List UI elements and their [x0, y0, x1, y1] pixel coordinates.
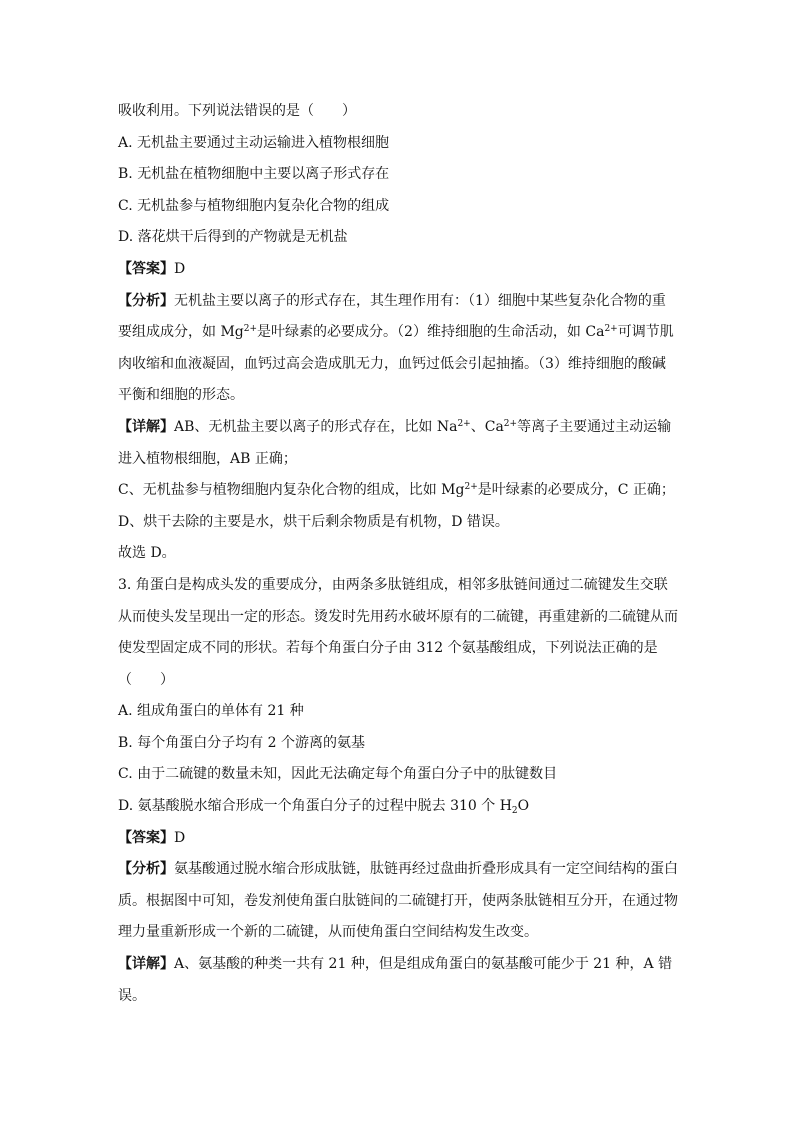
answer-value: D — [174, 829, 186, 846]
q2-answer — [118, 254, 678, 286]
answer-tag: 【答案】 — [118, 260, 174, 277]
q3-answer — [118, 823, 678, 855]
detail-tag: 【详解】 — [118, 956, 174, 973]
q2-analysis: 【分析】无机盐主要以离子的形式存在，其生理作用有：（1）细胞中某些复杂化合物的重要组成成分，如 $Mg^{2+}$是叶绿素的必要成分。（2）维持细胞的生命活动，如 $Ca^{2+}$可调节肌肉收缩和血液凝固，血钙过高会造成肌无力，血钙过低会引起抽搐。（3）维持细胞的酸碱平衡和细胞的形态。 — [118, 292, 674, 404]
q2-option-a: A. 无机盐主要通过主动运输进入植物根细胞 — [118, 134, 390, 151]
q2-detail-c: C、无机盐参与植物细胞内复杂化合物的组成，比如 $Mg^{2+}$是叶绿素的必要成分，C 正确； — [118, 482, 675, 499]
q2-option-b: B. 无机盐在植物细胞中主要以离子形式存在 — [118, 166, 390, 183]
q3-analysis: 【分析】氨基酸通过脱水缩合形成肽链，肽链再经过盘曲折叠形成具有一定空间结构的蛋白质。根据图中可知，卷发剂使角蛋白肽链间的二硫键打开，使两条肽链相互分开，在通过物理力量重新形成一个新的二硫键，从而使角蛋白空间结构发生改变。 — [118, 861, 678, 941]
detail-tag: 【详解】 — [118, 418, 174, 435]
q3-detail-a: 【详解】A、氨基酸的种类一共有 21 种，但是组成角蛋白的氨基酸可能少于 21 种，A 错误。 — [118, 956, 673, 1004]
q3-option-d: D. 氨基酸脱水缩合形成一个角蛋白分子的过程中脱去 310 个 $H_2O$ — [118, 798, 530, 817]
q3-option-c: C. 由于二硫键的数量未知，因此无法确定每个角蛋白分子中的肽键数目 — [118, 766, 558, 783]
q2-detail-ab: 【详解】AB、无机盐主要以离子的形式存在，比如 $Na^{2+}$、$Ca^{2+}$等离子主要通过主动运输进入植物根细胞，AB 正确； — [118, 418, 672, 467]
q2-conclusion: 故选 D。 — [118, 545, 176, 562]
formula-h2o: $H_2O$ — [499, 798, 530, 817]
q2-option-c: C. 无机盐参与植物细胞内复杂化合物的组成 — [118, 197, 390, 214]
q2-option-d: D. 落花烘干后得到的产物就是无机盐 — [118, 229, 348, 246]
document-page — [118, 96, 678, 1012]
answer-value: D — [174, 260, 186, 277]
answer-tag: 【答案】 — [118, 829, 174, 846]
q3-stem: 3. 角蛋白是构成头发的重要成分，由两条多肽链组成，相邻多肽链间通过二硫键发生交联从而使头发呈现出一定的形态。烫发时先用药水破坏原有的二硫键，再重建新的二硫键从而使发型固定成不同的形状。若每个角蛋白分子由 312 个氨基酸组成，下列说法正确的是（ ） — [118, 576, 678, 688]
q2-stem-tail: 吸收利用。下列说法错误的是（ ） — [118, 103, 356, 119]
q2-detail-d: D、烘干去除的主要是水，烘干后剩余物质是有机物，D 错误。 — [118, 513, 509, 530]
q3-option-a: A. 组成角蛋白的单体有 21 种 — [118, 703, 304, 720]
analysis-tag: 【分析】 — [118, 861, 174, 878]
analysis-tag: 【分析】 — [118, 292, 174, 309]
q3-option-b: B. 每个角蛋白分子均有 2 个游离的氨基 — [118, 734, 365, 751]
